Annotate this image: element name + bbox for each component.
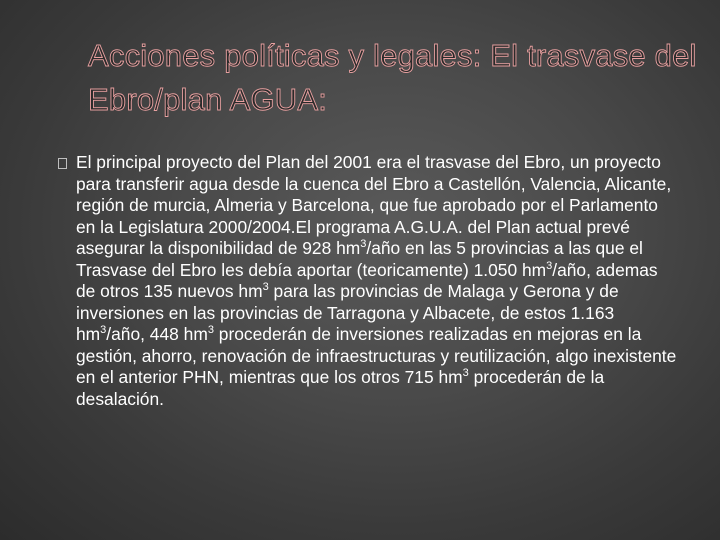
square-bullet-icon: [58, 158, 67, 169]
superscript-3: 3: [462, 367, 469, 380]
bullet-item: [60, 152, 680, 410]
bullet-text: El principal proyecto del Plan del 2001 era el trasvase del Ebro, un proyecto para transferir agua desde la cuenca del Ebro a Castellón, Valencia, Alicante, región de murcia, Almeria y Barcelona, que fue aprobado por el Parlamento en la Legislatura 2000/2004.El programa A.G.U.A. del Plan actual prevé asegurar la disponibilidad de 928 $hm^3$/año en las 5 provincias a las que el Trasvase del Ebro les debía aportar (teoricamente) 1.050 $hm^3$/año, ademas de otros 135 nuevos $hm^3$ para las provincias de Malaga y Gerona y de inversiones en las provincias de Tarragona y Albacete, de estos 1.163 $hm^3$/año, 448 $hm^3$ procederán de inversiones realizadas en mejoras en la gestión, ahorro, renovación de infraestructuras y reutilización, algo inexistente en el anterior PHN, mientras que los otros 715 $hm^3$ procederán de la desalación.: [76, 152, 677, 409]
superscript-3: 3: [262, 281, 269, 294]
superscript-3: 3: [100, 324, 107, 337]
slide-title: Acciones políticas y legales: El trasvase del Ebro/plan AGUA:: [88, 38, 697, 117]
superscript-3: 3: [207, 324, 214, 337]
superscript-3: 3: [546, 259, 553, 272]
bullet-list: [60, 152, 680, 410]
superscript-3: 3: [360, 238, 367, 251]
